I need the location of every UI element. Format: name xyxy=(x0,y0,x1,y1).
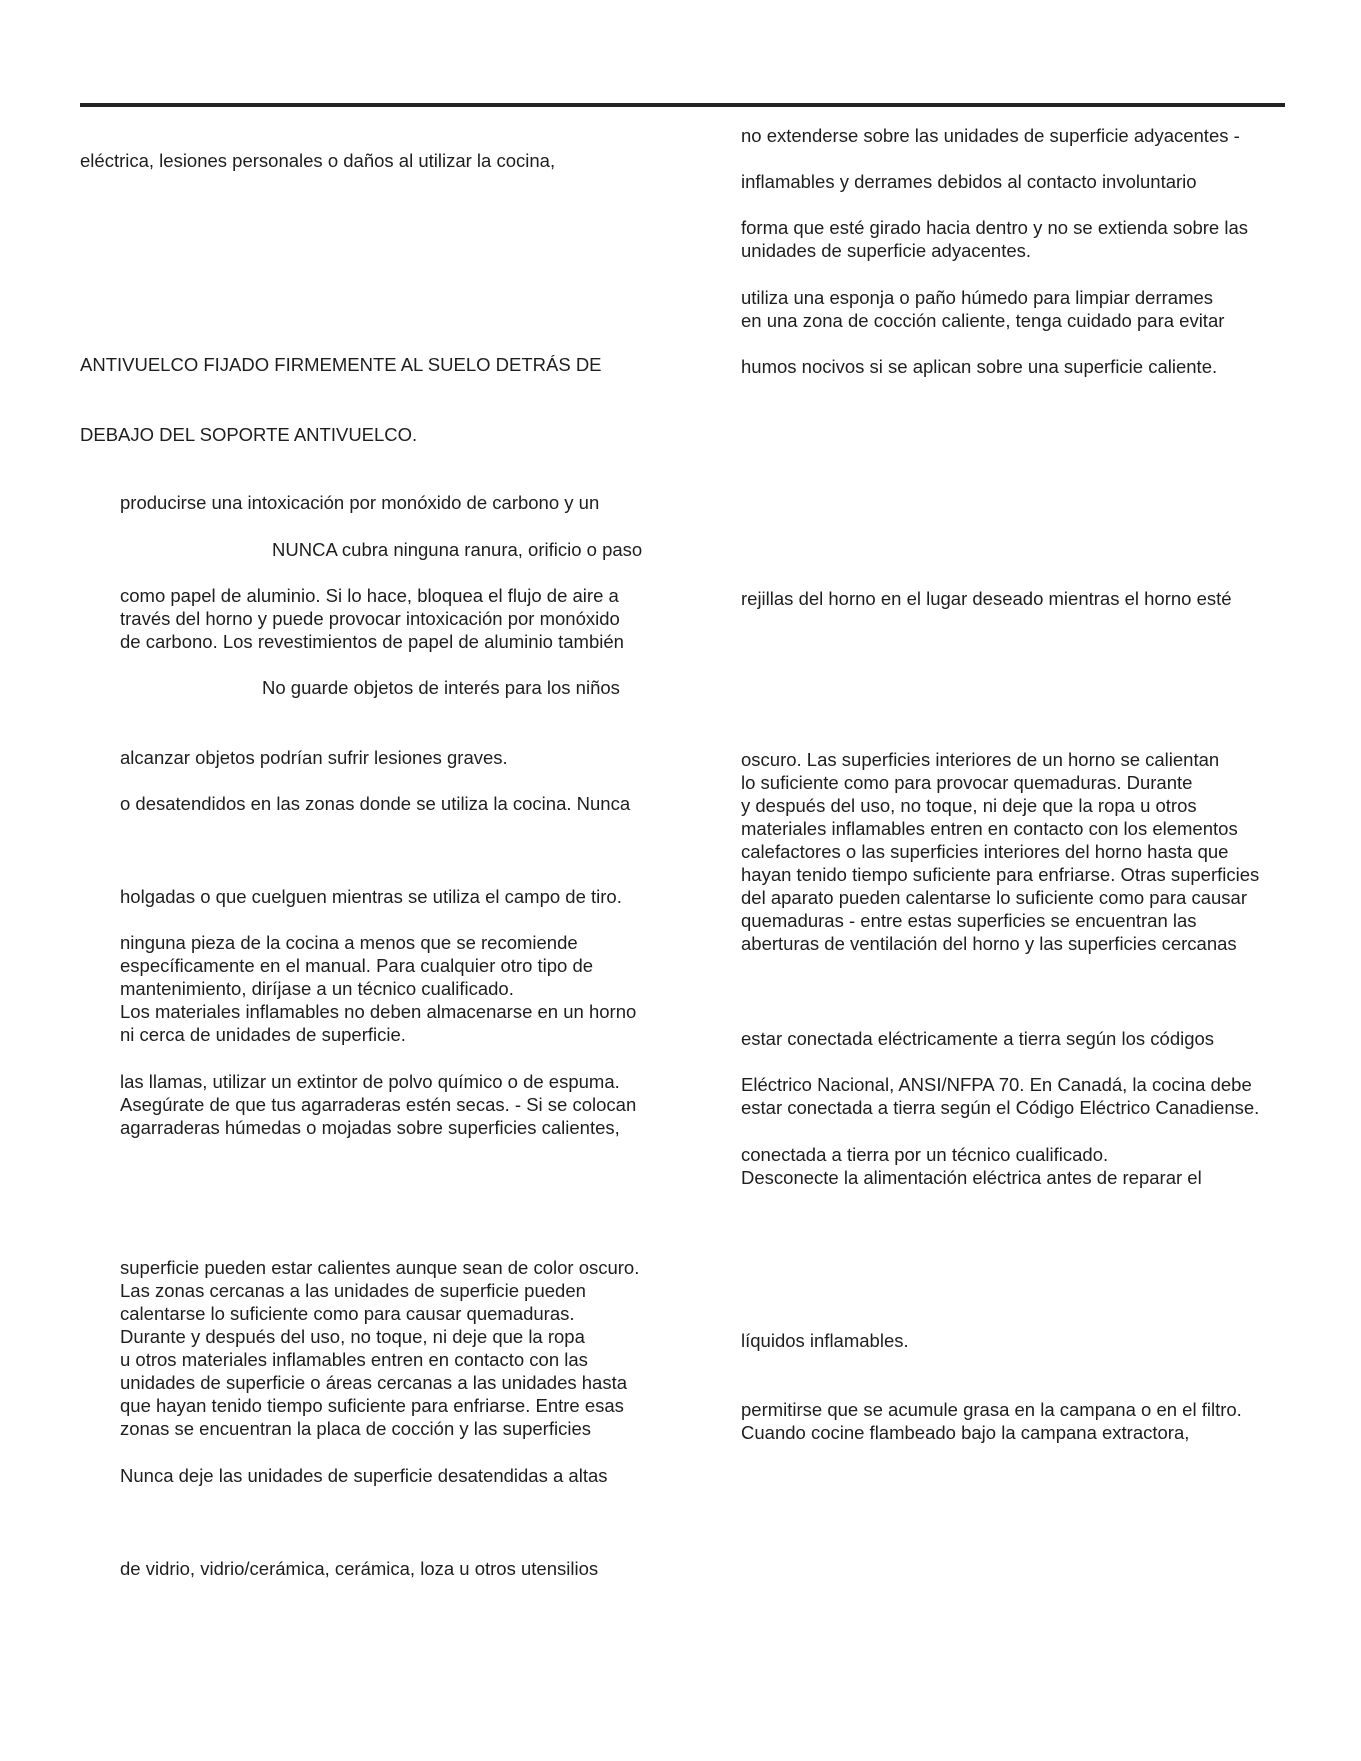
text-line: Durante y después del uso, no toque, ni deje que la ropa xyxy=(120,1326,585,1347)
text-line: inflamables y derrames debidos al contacto involuntario xyxy=(741,171,1197,192)
text-line: Las zonas cercanas a las unidades de superficie pueden xyxy=(120,1280,586,1301)
text-line: de carbono. Los revestimientos de papel de aluminio también xyxy=(120,631,624,652)
text-line: superficie pueden estar calientes aunque sean de color oscuro. xyxy=(120,1257,640,1278)
text-line: NUNCA cubra ninguna ranura, orificio o paso xyxy=(272,539,643,560)
text-line: permitirse que se acumule grasa en la campana o en el filtro. xyxy=(741,1399,1242,1420)
text-line: producirse una intoxicación por monóxido de carbono y un xyxy=(120,492,600,513)
text-line: u otros materiales inflamables entren en contacto con las xyxy=(120,1349,588,1370)
text-line: específicamente en el manual. Para cualquier otro tipo de xyxy=(120,955,594,976)
text-line: través del horno y puede provocar intoxicación por monóxido xyxy=(120,608,620,629)
text-line: no extenderse sobre las unidades de superficie adyacentes - xyxy=(741,125,1240,146)
text-line: Eléctrico Nacional, ANSI/NFPA 70. En Canadá, la cocina debe xyxy=(741,1074,1252,1095)
text-line: lo suficiente como para provocar quemaduras. Durante xyxy=(741,772,1193,793)
text-line: conectada a tierra por un técnico cualificado. xyxy=(741,1144,1109,1165)
text-line: estar conectada a tierra según el Código Eléctrico Canadiense. xyxy=(741,1097,1260,1118)
text-line: mantenimiento, diríjase a un técnico cualificado. xyxy=(120,978,514,999)
text-line: agarraderas húmedas o mojadas sobre superficies calientes, xyxy=(120,1117,620,1138)
text-line: unidades de superficie o áreas cercanas a las unidades hasta xyxy=(120,1372,628,1393)
text-line: aberturas de ventilación del horno y las superficies cercanas xyxy=(741,933,1237,954)
text-line: ninguna pieza de la cocina a menos que se recomiende xyxy=(120,932,578,953)
text-line: del aparato pueden calentarse lo suficiente como para causar xyxy=(741,887,1247,908)
text-line: y después del uso, no toque, ni deje que la ropa u otros xyxy=(741,795,1197,816)
text-line: quemaduras - entre estas superficies se encuentran las xyxy=(741,910,1197,931)
text-line: las llamas, utilizar un extintor de polvo químico o de espuma. xyxy=(120,1071,620,1092)
text-line: humos nocivos si se aplican sobre una superficie caliente. xyxy=(741,356,1218,377)
text-line: oscuro. Las superficies interiores de un horno se calientan xyxy=(741,749,1220,770)
text-line: Nunca deje las unidades de superficie desatendidas a altas xyxy=(120,1465,608,1486)
text-line: utiliza una esponja o paño húmedo para limpiar derrames xyxy=(741,287,1214,308)
text-line: como papel de aluminio. Si lo hace, bloquea el flujo de aire a xyxy=(120,585,619,606)
text-line: ni cerca de unidades de superficie. xyxy=(120,1024,406,1045)
text-line: o desatendidos en las zonas donde se utiliza la cocina. Nunca xyxy=(120,793,631,814)
text-line: de vidrio, vidrio/cerámica, cerámica, loza u otros utensilios xyxy=(120,1558,599,1579)
text-line: holgadas o que cuelguen mientras se utiliza el campo de tiro. xyxy=(120,886,622,907)
text-line: en una zona de cocción caliente, tenga cuidado para evitar xyxy=(741,310,1225,331)
text-line: No guarde objetos de interés para los niños xyxy=(262,677,620,698)
text-line: Los materiales inflamables no deben almacenarse en un horno xyxy=(120,1001,637,1022)
text-line: estar conectada eléctricamente a tierra según los códigos xyxy=(741,1028,1215,1049)
text-line: materiales inflamables entren en contacto con los elementos xyxy=(741,818,1238,839)
text-line: hayan tenido tiempo suficiente para enfriarse. Otras superficies xyxy=(741,864,1260,885)
text-line: alcanzar objetos podrían sufrir lesiones graves. xyxy=(120,747,508,768)
text-line: forma que esté girado hacia dentro y no se extienda sobre las xyxy=(741,217,1249,238)
header-rule xyxy=(80,103,1285,107)
text-line: zonas se encuentran la placa de cocción y las superficies xyxy=(120,1418,591,1439)
text-line: DEBAJO DEL SOPORTE ANTIVUELCO. xyxy=(80,424,418,445)
text-line: Cuando cocine flambeado bajo la campana extractora, xyxy=(741,1422,1190,1443)
text-line: Asegúrate de que tus agarraderas estén secas. - Si se colocan xyxy=(120,1094,637,1115)
text-line: calefactores o las superficies interiores del horno hasta que xyxy=(741,841,1229,862)
text-line: Desconecte la alimentación eléctrica antes de reparar el xyxy=(741,1167,1202,1188)
text-line: calentarse lo suficiente como para causar quemaduras. xyxy=(120,1303,575,1324)
text-line: rejillas del horno en el lugar deseado mientras el horno esté xyxy=(741,588,1232,609)
text-line: líquidos inflamables. xyxy=(741,1330,909,1351)
text-line: ANTIVUELCO FIJADO FIRMEMENTE AL SUELO DETRÁS DE xyxy=(80,354,602,375)
text-line: que hayan tenido tiempo suficiente para enfriarse. Entre esas xyxy=(120,1395,624,1416)
text-line: unidades de superficie adyacentes. xyxy=(741,240,1032,261)
text-line: eléctrica, lesiones personales o daños al utilizar la cocina, xyxy=(80,150,556,171)
